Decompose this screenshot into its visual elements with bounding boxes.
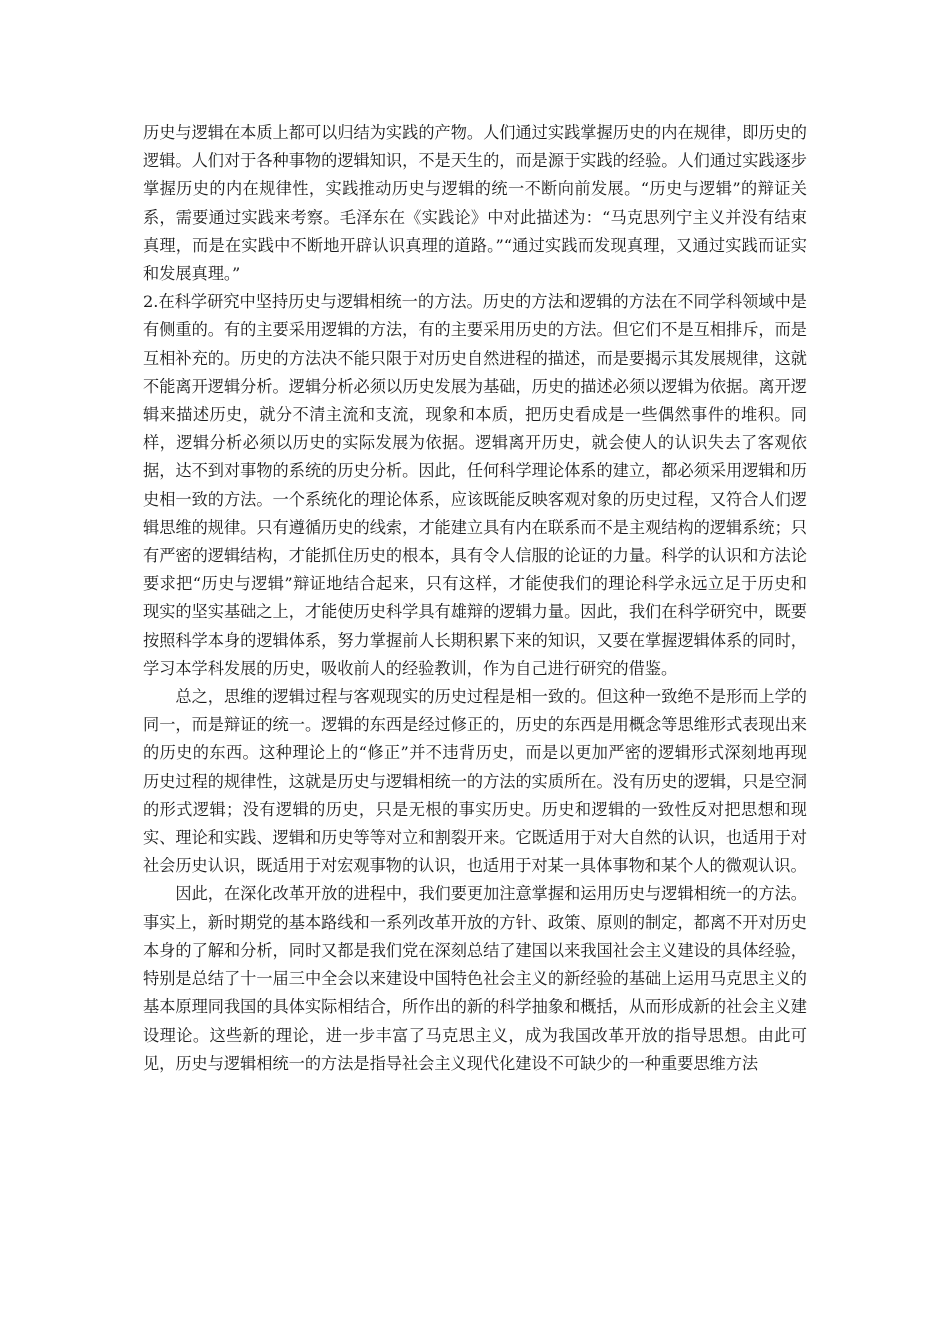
- paragraph-scientific-research: 2.在科学研究中坚持历史与逻辑相统一的方法。历史的方法和逻辑的方法在不同学科领域中是有侧重的。有的主要采用逻辑的方法，有的主要采用历史的方法。但它们不是互相排斥，而是互相补充的。历史的方法决不能只限于对历史自然进程的描述，而是要揭示其发展规律，这就不能离开逻辑分析。逻辑分析必须以历史发展为基础，历史的描述必须以逻辑为依据。离开逻辑来描述历史，就分不清主流和支流，现象和本质，把历史看成是一些偶然事件的堆积。同样，逻辑分析必须以历史的实际发展为依据。逻辑离开历史，就会使人的认识失去了客观依据，达不到对事物的系统的历史分析。因此，任何科学理论体系的建立，都必须采用逻辑和历史相一致的方法。一个系统化的理论体系，应该既能反映客观对象的历史过程，又符合人们逻辑思维的规律。只有遵循历史的线索，才能建立具有内在联系而不是主观结构的逻辑系统；只有严密的逻辑结构，才能抓住历史的根本，具有令人信服的论证的力量。科学的认识和方法论要求把“历史与逻辑”辩证地结合起来，只有这样，才能使我们的理论科学永远立足于历史和现实的坚实基础之上，才能使历史科学具有雄辩的逻辑力量。因此，我们在科学研究中，既要按照科学本身的逻辑体系，努力掌握前人长期积累下来的知识，又要在掌握逻辑体系的同时，学习本学科发展的历史，吸收前人的经验教训，作为自己进行研究的借鉴。: [143, 292, 807, 678]
- paragraph-summary: 总之，思维的逻辑过程与客观现实的历史过程是相一致的。但这种一致绝不是形而上学的同一，而是辩证的统一。逻辑的东西是经过修正的，历史的东西是用概念等思维形式表现出来的历史的东西。这种理论上的“修正”并不违背历史，而是以更加严密的逻辑形式深刻地再现历史过程的规律性，这就是历史与逻辑相统一的方法的实质所在。没有历史的逻辑，只是空洞的形式逻辑；没有逻辑的历史，只是无根的事实历史。历史和逻辑的一致性反对把思想和现实、理论和实践、逻辑和历史等等对立和割裂开来。它既适用于对大自然的认识，也适用于对社会历史认识，既适用于对宏观事物的认识，也适用于对某一具体事物和某个人的微观认识。: [143, 687, 807, 876]
- paragraph-conclusion: 因此，在深化改革开放的进程中，我们要更加注意掌握和运用历史与逻辑相统一的方法。事实上，新时期党的基本路线和一系列改革开放的方针、政策、原则的制定，都离不开对历史本身的了解和分析，同时又都是我们党在深刻总结了建国以来我国社会主义建设的具体经验，特别是总结了十一届三中全会以来建设中国特色社会主义的新经验的基础上运用马克思主义的基本原理同我国的具体实际相结合，所作出的新的科学抽象和概括，从而形成新的社会主义建设理论。这些新的理论，进一步丰富了马克思主义，成为我国改革开放的指导思想。由此可见，历史与逻辑相统一的方法是指导社会主义现代化建设不可缺少的一种重要思维方法: [143, 884, 807, 1073]
- document-page: [143, 119, 807, 1078]
- paragraph-practice-origin: 历史与逻辑在本质上都可以归结为实践的产物。人们通过实践掌握历史的内在规律，即历史的逻辑。人们对于各种事物的逻辑知识，不是天生的，而是源于实践的经验。人们通过实践逐步掌握历史的内在规律性，实践推动历史与逻辑的统一不断向前发展。“历史与逻辑”的辩证关系，需要通过实践来考察。毛泽东在《实践论》中对此描述为：“马克思列宁主义并没有结束真理，而是在实践中不断地开辟认识真理的道路。”“通过实践而发现真理，又通过实践而证实和发展真理。”: [143, 123, 807, 284]
